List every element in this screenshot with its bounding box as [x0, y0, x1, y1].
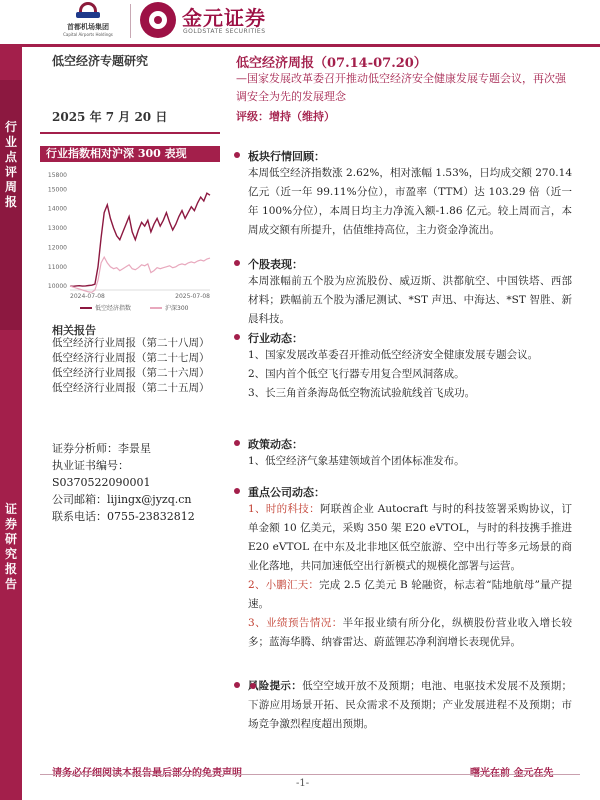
parent-en: Capital Airports Holdings [63, 32, 113, 37]
section-title: 个股表现： [232, 256, 572, 272]
logo-divider [130, 4, 131, 38]
section-title: 板块行情回顾： [232, 148, 572, 164]
footer-slogan [470, 764, 553, 779]
related-reports-title: 相关报告 [52, 324, 96, 337]
section-industry [232, 330, 572, 403]
related-report-item[interactable]: 低空经济行业周报（第二十六周） [52, 367, 210, 379]
analyst-cert-no: S0370522090001 [52, 476, 151, 489]
header-logos [52, 0, 292, 44]
left-rule [40, 132, 220, 134]
section-body [232, 346, 572, 403]
section-market [232, 148, 572, 240]
section-title: 政策动态： [232, 436, 572, 452]
related-report-item[interactable]: 低空经济行业周报（第二十八周） [52, 337, 210, 349]
analyst-phone: 联系电话：0755-23832812 [52, 510, 195, 523]
company-text: 完成 2.5 亿美元 B 轮融资，标志着“陆地航母”量产提速。 [248, 579, 572, 610]
risk-body [232, 676, 572, 734]
analyst-email[interactable]: 公司邮箱：lijingx@jyzq.cn [52, 493, 192, 506]
risk-title: 风险提示： [248, 680, 303, 692]
company-item [248, 614, 572, 652]
section-title: 重点公司动态： [232, 484, 572, 500]
section-body: 本周低空经济指数涨 2.62%，相对涨幅 1.53%，日均成交额 270.14 亿元（近一年 99.11%分位），市盈率（TTM）达 103.29 倍（近一年 100%分位），本周日均主力净流入额-1.86 亿元。较上周而言，本周成交额有所提升，估值维持高位，主力资金净流出。 [248, 167, 572, 236]
rating: 评级：增持（维持） [236, 110, 335, 123]
header-rule [22, 44, 600, 47]
legend-label: 沪深300 [165, 305, 189, 312]
x-tick-label: 2025-07-08 [175, 293, 210, 300]
y-tick-label: 15000 [47, 186, 67, 194]
company-head: 3、业绩预告情况： [248, 617, 343, 629]
y-tick-label: 14000 [47, 205, 67, 213]
capital-airports-logo [52, 2, 124, 42]
index-chart-svg [40, 162, 220, 317]
section-body [232, 500, 572, 652]
x-tick-label: 2024-07-08 [70, 293, 105, 300]
analyst-cert-label: 执业证书编号： [52, 459, 129, 472]
sidebar-bottom-label: 证 券 研 究 报 告 [4, 502, 17, 591]
y-tick-label: 12000 [47, 244, 67, 252]
parent-name: 首都机场集团 [67, 23, 109, 31]
company-item [248, 500, 572, 576]
sidebar-top-label: 行 业 点 评 周 报 [4, 120, 17, 209]
company-text: 半年报业绩有所分化，纵横股份营业收入增长较多；蓝海华腾、纳睿雷达、蔚蓝锂芯净利润增长表现优异。 [248, 617, 573, 648]
section-risk [232, 676, 572, 734]
series-line [70, 257, 210, 292]
company-head: 2、小鹏汇天： [248, 579, 320, 591]
section-title: 行业动态： [232, 330, 572, 346]
related-reports-list [52, 336, 210, 396]
capital-airports-mark-icon [74, 2, 102, 20]
legend-label: 低空经济指数 [95, 305, 132, 312]
index-chart [40, 162, 220, 317]
industry-item: 3、长三角首条海岛低空物流试验航线首飞成功。 [248, 387, 476, 399]
y-tick-label: 10000 [47, 283, 67, 291]
brand-en: GOLDSTATE SECURITIES [183, 28, 266, 35]
analyst-name: 证券分析师：李景星 [52, 442, 151, 455]
y-tick-label: 11000 [47, 263, 67, 271]
industry-item: 2、国内首个低空飞行器专用复合型风洞落成。 [248, 368, 465, 380]
industry-item: 1、国家发展改革委召开推动低空经济安全健康发展专题会议。 [248, 349, 539, 361]
related-report-item[interactable]: 低空经济行业周报（第二十七周） [52, 352, 210, 364]
section-body [232, 452, 572, 471]
section-body: 本周涨幅前五个股为应流股份、威迈斯、洪都航空、中国铁塔、西部材料；跌幅前五个股为潘尼测试、*ST 声迅、中海达、*ST 智胜、新晨科技。 [248, 275, 572, 325]
section-stocks [232, 256, 572, 329]
footer-disclaimer[interactable] [52, 764, 242, 779]
company-item [248, 576, 572, 614]
series-line [70, 193, 210, 286]
policy-item: 1、低空经济气象基建领域首个团体标准发布。 [248, 455, 465, 467]
page-number: -1- [296, 778, 310, 789]
section-companies [232, 484, 572, 652]
risk-bullet-icon [234, 682, 240, 688]
brand-name: 金元证券 [182, 6, 266, 30]
analyst-info [52, 440, 195, 525]
report-date: 2025 年 7 月 20 日 [52, 110, 168, 124]
chart-heading: 行业指数相对沪深 300 表现 [40, 146, 220, 162]
related-report-item[interactable]: 低空经济行业周报（第二十五周） [52, 382, 210, 394]
report-subtitle: —国家发展改革委召开推动低空经济安全健康发展专题会议，再次强调安全为先的发展理念 [236, 72, 566, 103]
report-title: 低空经济周报（07.14-07.20） [236, 56, 427, 71]
goldstate-logo-icon [140, 2, 176, 38]
company-head: 1、时的科技： [248, 503, 320, 515]
y-tick-label: 13000 [47, 225, 67, 233]
company-text: 阿联酋企业 Autocraft 与时的科技签署采购协议，订单金额 10 亿美元，采购 350 架 E20 eVTOL，与时的科技携手推进 E20 eVTOL 在中东及北非地区低空旅游、空中出行等多元场景的商业化落地，共同加速低空出行新模式的规模化部署与运营。 [248, 503, 572, 572]
series-title: 低空经济专题研究 [52, 54, 149, 68]
footer-rule [40, 774, 580, 775]
section-policy [232, 436, 572, 471]
y-tick-label: 15800 [47, 171, 67, 179]
risk-text: 低空空域开放不及预期；电池、电驱技术发展不及预期；下游应用场景开拓、民众需求不及预期；产业发展进程不及预期；市场竞争激烈程度超出预期。 [248, 680, 573, 730]
